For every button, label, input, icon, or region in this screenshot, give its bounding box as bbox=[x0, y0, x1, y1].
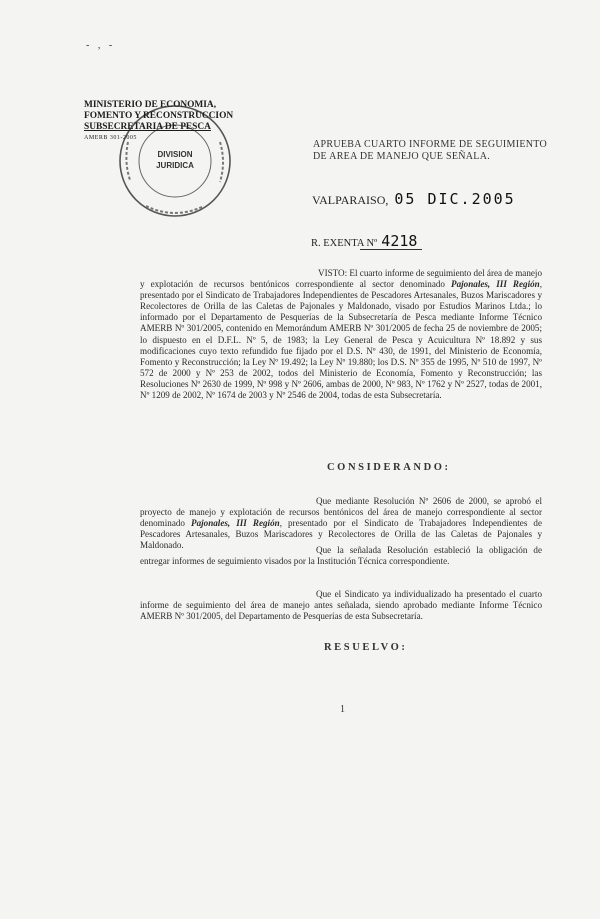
resolution-underline bbox=[360, 249, 422, 250]
ministry-line-3: SUBSECRETARIA DE PESCA bbox=[84, 122, 211, 132]
visto-place: Pajonales, III Región bbox=[451, 279, 540, 290]
visto-paragraph bbox=[140, 268, 542, 401]
resolution-value: 4218 bbox=[381, 232, 418, 250]
considerando-2 bbox=[140, 545, 542, 567]
resolution-number bbox=[311, 232, 417, 250]
svg-text:JURIDICA: JURIDICA bbox=[156, 161, 194, 170]
ministry-reference: AMERB 301-2005 bbox=[84, 135, 137, 141]
considerando-3-text: Que el Sindicato ya individualizado ha presentado el cuarto informe de seguimiento del área de manejo antes señalada, siendo aprobado mediante Informe Técnico AMERB Nº 301/2005, del Departamento de Pesquerías de esta Subsecretaría. bbox=[140, 589, 542, 622]
city: VALPARAISO, bbox=[312, 193, 389, 207]
scan-mark: - , - bbox=[86, 40, 116, 51]
page-number: 1 bbox=[340, 704, 345, 715]
considerando-1 bbox=[140, 496, 542, 551]
visto-text-b: , presentado por el Sindicato de Trabajadores Independientes de Pescadores Artesanales, Buzos Mariscadores y Recolectores de Orilla de las Caletas de Pajonales y Maldonado, visado por Estudios Marinos Ltda.; lo informado por el Departamento de Pesquerías de la Subsecretaría de Pesca mediante Informe Técnico AMERB Nº 301/2005, contenido en Memorándum AMERB Nº 301/2005 de fecha 25 de noviembre de 2005; lo dispuesto en el D.F.L. Nº 5, de 1983; la Ley General de Pesca y Acuicultura Nº 18.892 y sus modificaciones cuyo texto refundido fue fijado por el D.S. Nº 430, de 1991, del Ministerio de Economía, Fomento y Reconstrucción; la Ley Nº 19.492; la Ley Nº 19.880; los D.S. Nº 355 de 1995, Nº 510 de 1997, Nº 572 de 2000 y Nº 253 de 2002, todos del Ministerio de Economía, Fomento y Reconstrucción; las Resoluciones Nº 2630 de 1999, Nº 998 y Nº 2606, ambas de 2000, Nº 983, Nº 1762 y Nº 2527, todas de 2001, Nº 1209 de 2002, Nº 1674 de 2003 y Nº 2546 de 2004, todas de esta Subsecretaría. bbox=[140, 279, 542, 401]
considerando-1-text-a: Que mediante Resolución Nº 2606 de 2000, se aprobó el proyecto de manejo y explotación de recursos bentónicos del área de manejo correspondiente al sector denominado bbox=[140, 496, 542, 529]
ministry-line-2: FOMENTO Y RECONSTRUCCION bbox=[84, 111, 234, 121]
svg-text:DIVISION: DIVISION bbox=[157, 150, 193, 159]
considerando-2-text: Que la señalada Resolución estableció la obligación de entregar informes de seguimiento visados por la Institución Técnica correspondiente. bbox=[140, 545, 542, 567]
ministry-line-1: MINISTERIO DE ECONOMIA, bbox=[84, 100, 217, 110]
date-stamp: 05 DIC.2005 bbox=[394, 190, 516, 208]
considerando-heading: CONSIDERANDO: bbox=[327, 462, 451, 473]
place-date bbox=[312, 190, 516, 208]
visto-lead: VISTO: bbox=[318, 268, 348, 278]
considerando-1-place: Pajonales, III Región bbox=[191, 518, 280, 529]
ministry-header bbox=[84, 100, 233, 144]
considerando-3 bbox=[140, 589, 542, 622]
resolution-label: R. EXENTA Nº bbox=[311, 238, 378, 249]
subject-line-2: DE AREA DE MANEJO QUE SEÑALA. bbox=[313, 151, 491, 162]
subject-block bbox=[313, 139, 547, 163]
subject-line-1: APRUEBA CUARTO INFORME DE SEGUIMIENTO bbox=[313, 139, 548, 150]
resuelvo-heading: RESUELVO: bbox=[324, 642, 408, 653]
considerando-1-text-b: , presentado por el Sindicato de Trabajadores Independientes de Pescadores Artesanales, Buzos Mariscadores y Recolectores de Orilla de las Caletas de Pajonales y Maldonado. bbox=[140, 518, 543, 551]
visto-text-a: El cuarto informe de seguimiento del área de manejo y explotación de recursos bentónicos correspondiente al sector denominado bbox=[140, 268, 542, 290]
